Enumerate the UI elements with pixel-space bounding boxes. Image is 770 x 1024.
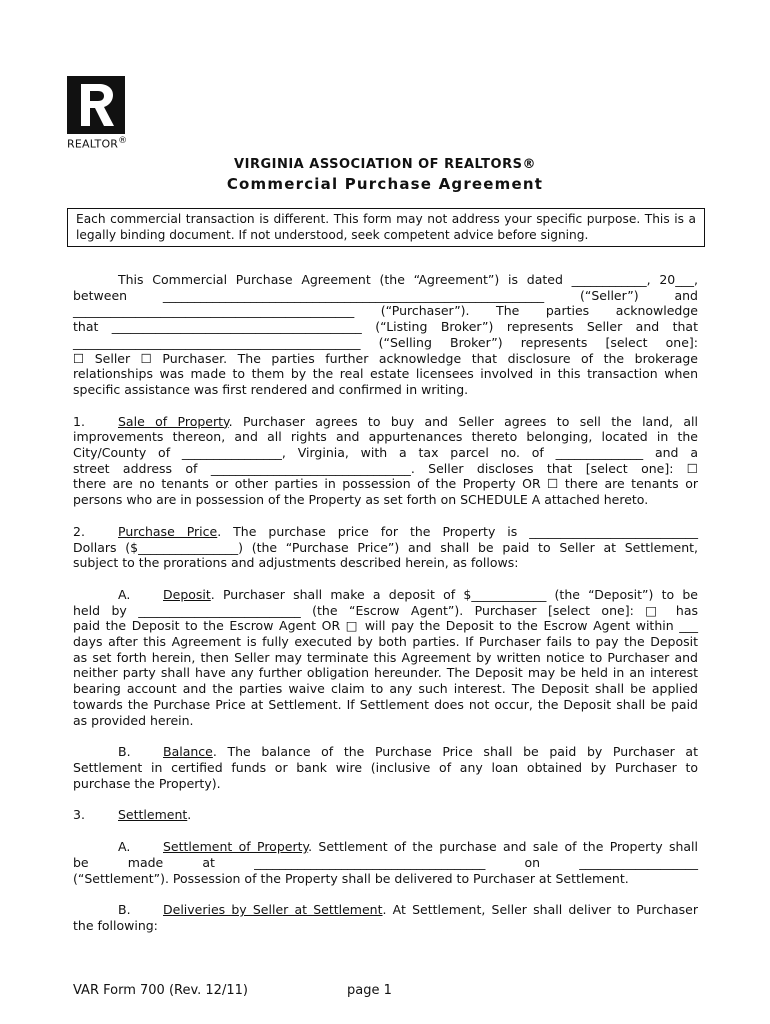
text-line: ______________________________________________ (“Selling Broker”) represents [select one]: [73,334,698,350]
text-line: 3. Settlement. [73,807,192,823]
section-heading: Sale of Property [118,413,229,429]
agreement-body [73,272,698,934]
text-line: B. Deliveries by Seller at Settlement. At Settlement, Seller shall deliver to Purchaser [118,902,699,918]
text-line: A. Settlement of Property. Settlement of the purchase and sale of the Property shall [118,839,698,855]
section-heading: Balance [163,744,213,760]
text-line: bearing account and the parties waive claim to any such interest. The Deposit shall be applied [73,681,698,697]
text-line: A. Deposit. Purchaser shall make a deposit of $____________ (the “Deposit”) to be [118,586,698,602]
text-line: paid the Deposit to the Escrow Agent OR □ will pay the Deposit to the Escrow Agent within ___ [73,618,698,634]
text-line: B. Balance. The balance of the Purchase Price shall be paid by Purchaser at [118,744,698,760]
text-line: ☐ Seller ☐ Purchaser. The parties further acknowledge that disclosure of the brokerage [73,350,698,366]
text-line: Dollars ($________________) (the “Purchase Price”) and shall be paid to Seller at Settlement, [73,539,698,555]
text-line: persons who are in possession of the Property as set forth on SCHEDULE A attached hereto. [73,492,649,508]
text-line: 1. Sale of Property. Purchaser agrees to buy and Seller agrees to sell the land, all [73,413,698,429]
text-line: as provided herein. [73,712,194,728]
section-3a [73,839,698,886]
form-number: VAR Form 700 (Rev. 12/11) [73,983,248,998]
page-title: Commercial Purchase Agreement [226,175,544,193]
section-3b [73,902,698,933]
text-line: street address of ________________________________. Seller discloses that [select one]: ☐ [73,460,698,476]
realtor-wordmark: REALTOR® [67,136,128,151]
page-number: page 1 [347,983,392,998]
text-line: neither party shall have any further obligation hereunder. The Deposit may be held in an interest [73,665,698,681]
text-line: held by __________________________ (the “Escrow Agent”). Purchaser [select one]: □ has [73,602,698,618]
section-heading: Deliveries by Seller at Settlement [163,902,383,918]
text-line: (“Settlement”). Possession of the Property shall be delivered to Purchaser at Settlement. [73,870,629,886]
intro-paragraph [73,272,698,398]
section-heading: Deposit [163,586,211,602]
text-line: _____________________________________________ (“Purchaser”). The parties acknowledge [73,303,698,319]
text-line: City/County of ________________, Virginia, with a tax parcel no. of ______________ and a [73,445,698,461]
text-line: towards the Purchase Price at Settlement. If Settlement does not occur, the Deposit shall be paid [73,696,698,712]
text-line: there are no tenants or other parties in possession of the Property OR ☐ there are tenants or [73,476,698,492]
text-line: that ________________________________________ (“Listing Broker”) represents Seller and that [73,319,698,335]
text-line: 2. Purchase Price. The purchase price for the Property is ___________________________ [73,523,699,539]
text-line: purchase the Property). [73,775,221,791]
text-line: subject to the prorations and adjustments described herein, as follows: [73,555,519,571]
section-1 [73,414,698,508]
text-line: be made at _____________________________________ on ___________________ [73,854,698,870]
text-line: days after this Agreement is fully executed by both parties. If Purchaser fails to pay the Deposit [73,634,698,650]
section-heading: Purchase Price [118,523,218,539]
text-line: between _____________________________________________________________ (“Seller”) and [73,287,698,303]
section-2b [73,744,698,791]
section-3 [73,807,698,823]
text-line: the following: [73,917,158,933]
section-heading: Settlement of Property [163,839,309,855]
association-name: VIRGINIA ASSOCIATION OF REALTORS® [234,157,536,172]
section-2a [73,587,698,728]
section-heading: Settlement [118,807,188,823]
notice-box: Each commercial transaction is different. This form may not address your specific purpose. This is a legally binding document. If not understood, seek competent advice before signing. [67,208,705,247]
text-line: improvements thereon, and all rights and appurtenances thereto belonging, located in the [73,429,698,445]
text-line: relationships was made to them by the real estate licensees involved in this transaction when [73,366,698,382]
text-line: This Commercial Purchase Agreement (the “Agreement”) is dated ____________, 20___, [118,272,698,287]
realtor-logo [67,76,125,134]
text-line: as set forth herein, then Seller may terminate this Agreement by written notice to Purchaser and [73,649,698,665]
section-2 [73,524,698,571]
text-line: specific assistance was first rendered and confirmed in writing. [73,381,469,397]
text-line: Settlement in certified funds or bank wire (inclusive of any loan obtained by Purchaser to [73,759,698,775]
